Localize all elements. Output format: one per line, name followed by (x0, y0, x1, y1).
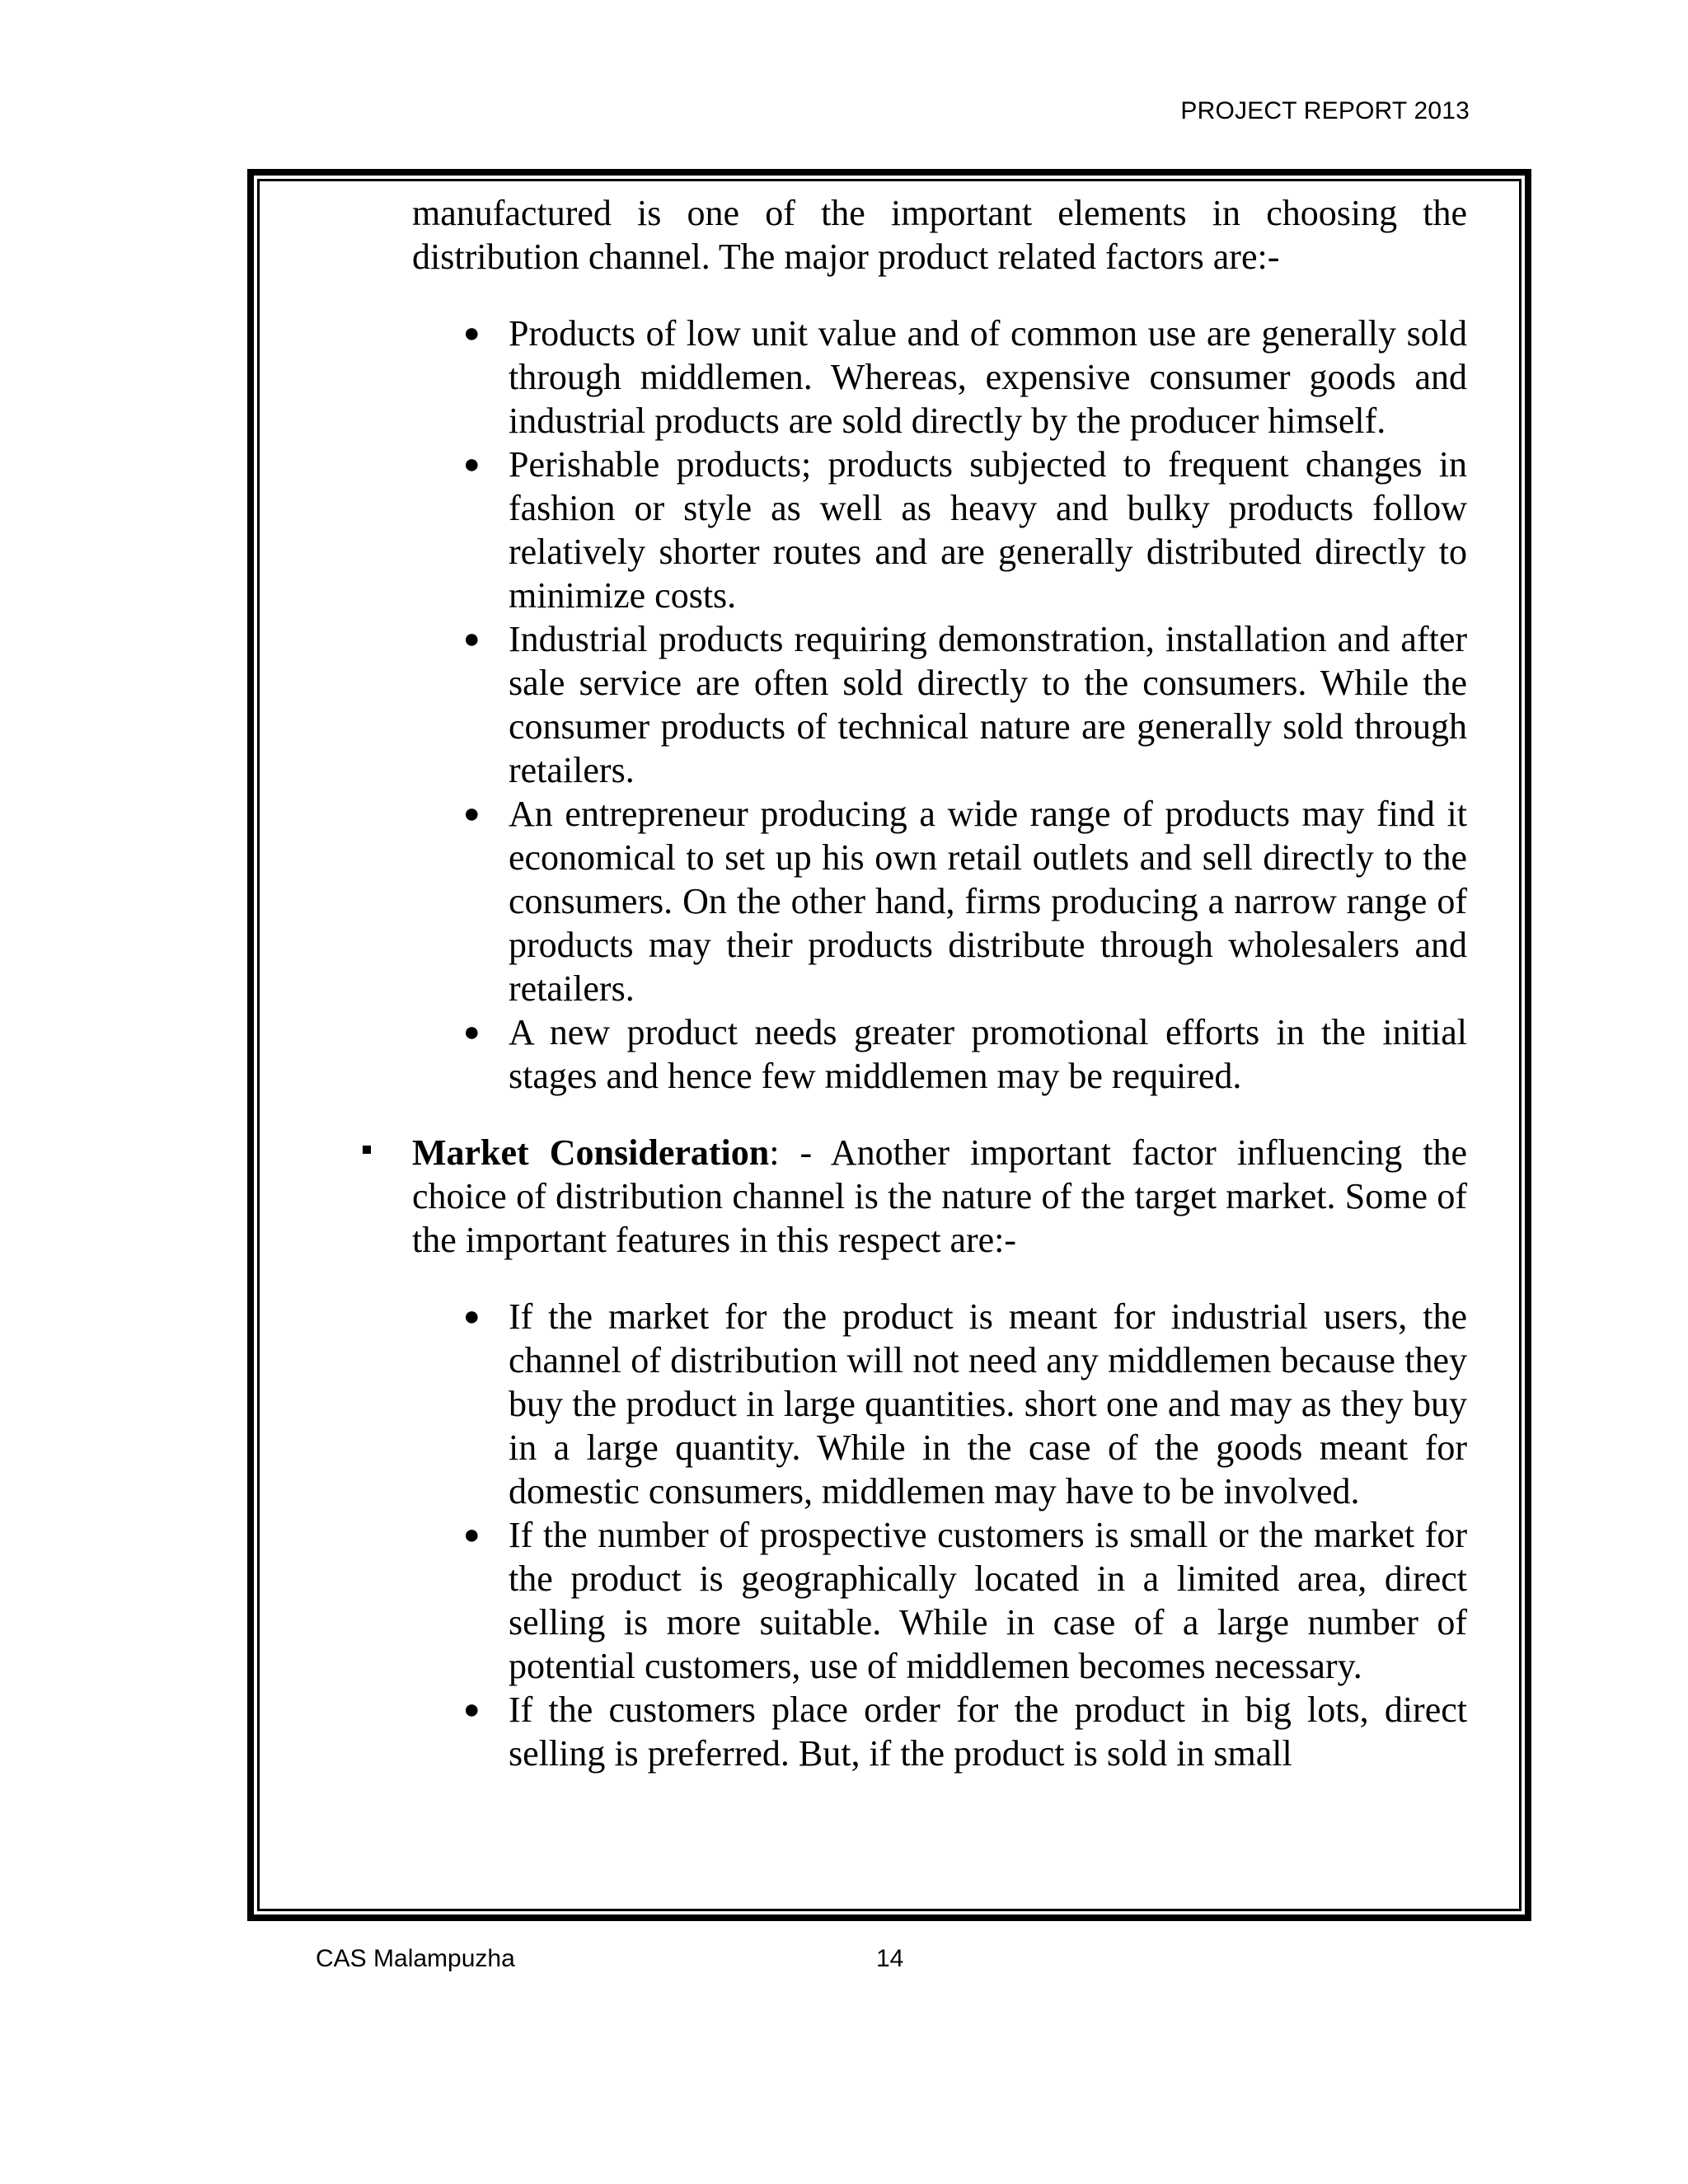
list-item (463, 1010, 1467, 1098)
bullet-dot-icon: ● (463, 318, 481, 349)
list-item (463, 617, 1467, 792)
bullet-dot-icon: ● (463, 799, 481, 829)
list-item (463, 1295, 1467, 1513)
list-item-text: An entrepreneur producing a wide range of products may find it economical to set up his own retail outlets and sell directly to the consumers. On the other hand, firms producing a narrow range of products may their products distribute through wholesalers and retailers. (509, 794, 1467, 1009)
bullet-dot-icon: ● (463, 1694, 481, 1725)
list-item-text: Products of low unit value and of common use are generally sold through middlemen. Whereas, expensive consumer goods and industrial products are sold directly by the producer himself. (509, 313, 1467, 441)
list-item-text: If the market for the product is meant for industrial users, the channel of distribution will not need any middlemen because they buy the product in large quantities. short one and may as they buy in a large quantity. While in the case of the goods meant for domestic consumers, middlemen may have to be involved. (509, 1296, 1467, 1511)
list-item-text: If the number of prospective customers is small or the market for the product is geographically located in a limited area, direct selling is more suitable. While in case of a large number of potential customers, use of middlemen becomes necessary. (509, 1515, 1467, 1686)
bullet-dot-icon: ● (463, 1301, 481, 1332)
page-content (412, 191, 1467, 1775)
intro-paragraph: manufactured is one of the important elements in choosing the distribution channel. The major product related factors are:- (412, 193, 1467, 277)
square-bullet-icon (363, 1146, 371, 1154)
list-item-text: Perishable products; products subjected to frequent changes in fashion or style as well as heavy and bulky products follow relatively shorter routes and are generally distributed directly to minimize costs. (509, 444, 1467, 616)
bullet-dot-icon: ● (463, 449, 481, 480)
list-item-text: If the customers place order for the product in big lots, direct selling is preferred. But, if the product is sold in small (509, 1690, 1467, 1774)
list-item (463, 792, 1467, 1010)
bullet-dot-icon: ● (463, 1520, 481, 1550)
market-consideration-intro (412, 1131, 1467, 1262)
market-consideration-section (412, 1131, 1467, 1262)
product-factors-list (412, 312, 1467, 1098)
list-item-text: Industrial products requiring demonstration, installation and after sale service are often sold directly to the consumers. While the consumer products of technical nature are generally sold through retailers. (509, 619, 1467, 790)
footer-institution: CAS Malampuzha (316, 1945, 515, 1972)
section-heading: Market Consideration (412, 1132, 770, 1173)
list-item (463, 1513, 1467, 1688)
market-factors-list (412, 1295, 1467, 1775)
list-item (463, 312, 1467, 443)
bullet-dot-icon: ● (463, 1017, 481, 1047)
bullet-dot-icon: ● (463, 624, 481, 654)
list-item (463, 1688, 1467, 1775)
list-item (463, 443, 1467, 617)
footer-page-number: 14 (876, 1945, 904, 1972)
section-intro-text: : - Another important factor influencing the choice of distribution channel is the nature of the target market. Some of the important features in this respect are:- (412, 1132, 1468, 1260)
list-item-text: A new product needs greater promotional efforts in the initial stages and hence few middlemen may be required. (509, 1012, 1467, 1096)
running-header-title: PROJECT REPORT 2013 (1180, 97, 1470, 124)
